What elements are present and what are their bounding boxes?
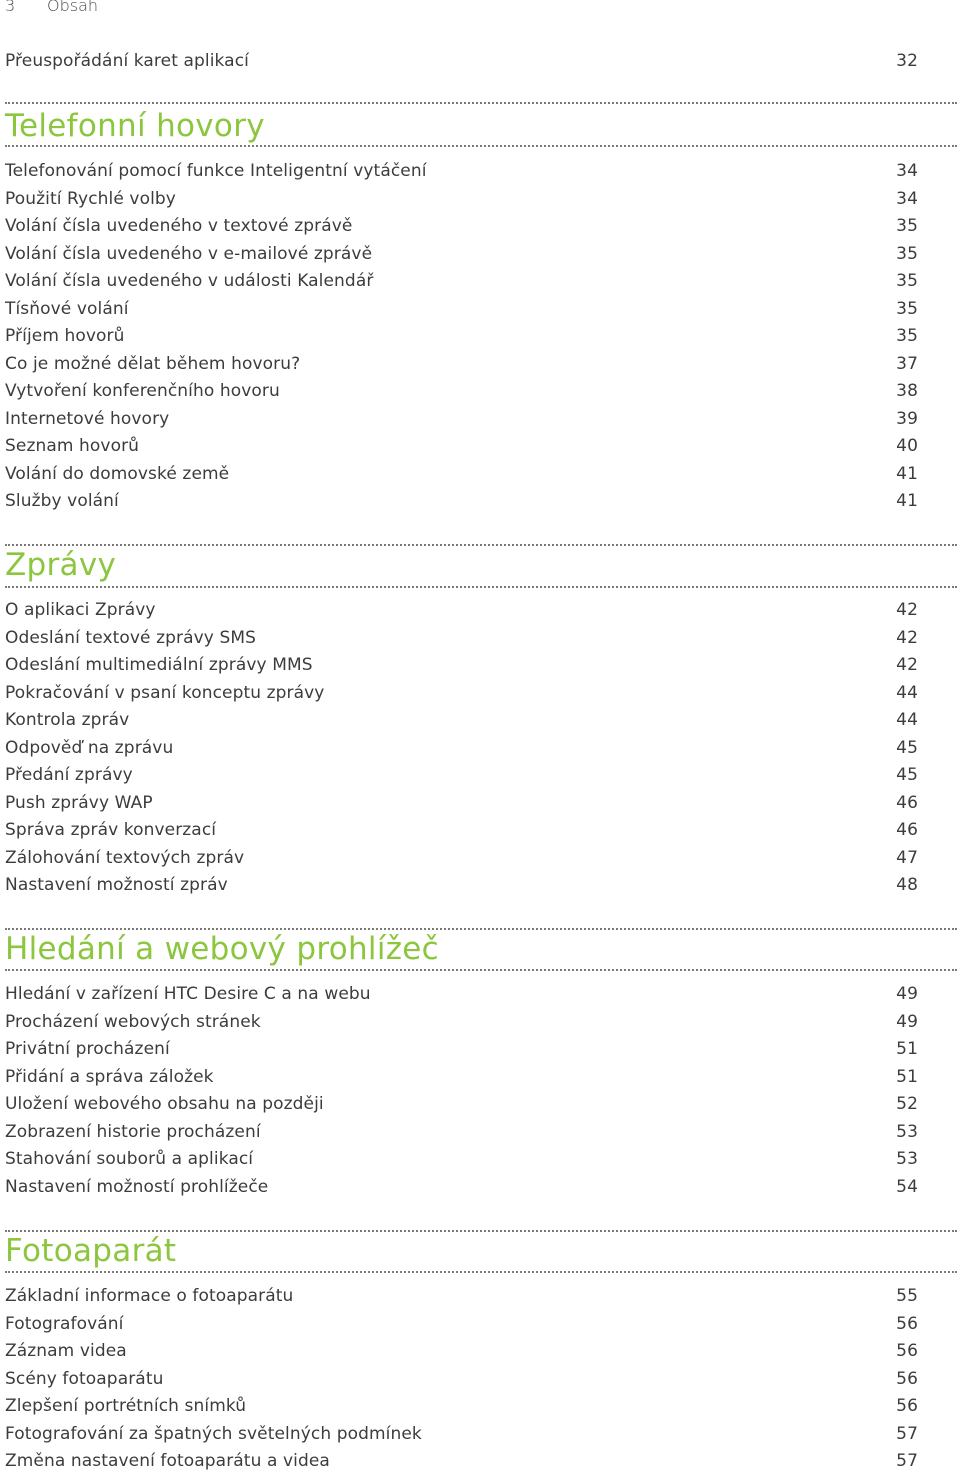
toc-entry[interactable]	[5, 1010, 918, 1034]
toc-entry-page: 49	[896, 1011, 918, 1032]
toc-entry-page: 51	[896, 1039, 918, 1059]
toc-entry[interactable]	[5, 598, 918, 622]
toc-entry[interactable]	[5, 1422, 918, 1446]
toc-entry-page: 56	[896, 1396, 918, 1416]
toc-entry-label: Zobrazení historie procházení	[5, 1121, 261, 1142]
toc-entry[interactable]	[5, 1449, 918, 1473]
section-title: Hledání a webový prohlížeč	[5, 931, 440, 967]
toc-entry-label: Nastavení možností prohlížeče	[5, 1176, 269, 1197]
dotted-separator	[5, 969, 957, 971]
toc-entry-label: Scény fotoaparátu	[5, 1368, 164, 1389]
dotted-separator	[5, 544, 957, 546]
toc-entry[interactable]	[5, 297, 918, 321]
toc-entry-label: Nastavení možností zpráv	[5, 875, 228, 895]
toc-entry-page: 51	[896, 1066, 918, 1087]
toc-entry-page: 42	[896, 627, 918, 648]
toc-entry[interactable]	[5, 1284, 918, 1308]
toc-entry-page: 44	[896, 710, 918, 730]
toc-entry-label: Pokračování v psaní konceptu zprávy	[5, 682, 325, 703]
toc-entry-page: 41	[896, 463, 918, 484]
section-title: Fotoaparát	[5, 1233, 177, 1269]
toc-entry[interactable]	[5, 242, 918, 266]
toc-entry[interactable]	[5, 626, 918, 650]
toc-entry-label: Odeslání multimediální zprávy MMS	[5, 655, 313, 675]
toc-entry-page: 45	[896, 737, 918, 758]
toc-entry-label: Push zprávy WAP	[5, 792, 153, 813]
toc-entry-label: Volání do domovské země	[5, 463, 230, 484]
toc-entry-top[interactable]	[5, 49, 918, 73]
toc-entry-page: 42	[896, 600, 918, 620]
toc-entry-page: 54	[896, 1176, 918, 1197]
toc-entry[interactable]	[5, 1175, 918, 1199]
toc-entry-label: Tísňové volání	[5, 298, 129, 319]
toc-entry-page: 45	[896, 765, 918, 785]
toc-entry[interactable]	[5, 214, 918, 238]
toc-entry-label: Procházení webových stránek	[5, 1011, 261, 1032]
toc-entry[interactable]	[5, 1367, 918, 1391]
toc-entry[interactable]	[5, 187, 918, 211]
page-number: 3	[5, 0, 16, 15]
toc-entry-page: 44	[896, 682, 918, 703]
toc-entry[interactable]	[5, 269, 918, 293]
toc-entry[interactable]	[5, 434, 918, 458]
toc-entry-label: Služby volání	[5, 491, 119, 511]
toc-entry[interactable]	[5, 1312, 918, 1336]
toc-entry-page: 40	[896, 436, 918, 456]
toc-entry[interactable]	[5, 1065, 918, 1089]
toc-entry-label: Příjem hovorů	[5, 326, 125, 346]
toc-entry-label: Hledání v zařízení HTC Desire C a na webu	[5, 984, 371, 1004]
toc-entry-label: Změna nastavení fotoaparátu a videa	[5, 1451, 330, 1471]
toc-entry-page: 35	[896, 271, 918, 291]
toc-entry[interactable]	[5, 736, 918, 760]
toc-entry-page: 48	[896, 875, 918, 895]
toc-entry-label: Záznam videa	[5, 1341, 127, 1361]
toc-entry[interactable]	[5, 982, 918, 1006]
toc-entry-label: Co je možné dělat během hovoru?	[5, 353, 301, 374]
toc-entry-page: 42	[896, 655, 918, 675]
toc-entry-label: Fotografování za špatných světelných podmínek	[5, 1423, 422, 1444]
toc-entry-label: Správa zpráv konverzací	[5, 820, 217, 840]
toc-entry[interactable]	[5, 763, 918, 787]
toc-entry-page: 35	[896, 243, 918, 264]
toc-entry-label: Volání čísla uvedeného v e-mailové zprávě	[5, 243, 373, 264]
dotted-separator	[5, 145, 957, 147]
toc-entry-label: Seznam hovorů	[5, 436, 140, 456]
toc-entry[interactable]	[5, 681, 918, 705]
toc-entry-label: Předání zprávy	[5, 765, 133, 785]
toc-entry-label: Odpověď na zprávu	[5, 737, 174, 758]
toc-entry-page: 52	[896, 1094, 918, 1114]
toc-entry-page: 56	[896, 1341, 918, 1361]
toc-entry-page: 35	[896, 298, 918, 319]
toc-entry-label: Volání čísla uvedeného v události Kalendář	[5, 271, 374, 291]
toc-entry-page: 46	[896, 820, 918, 840]
dotted-separator	[5, 1271, 957, 1273]
toc-entry[interactable]	[5, 462, 918, 486]
toc-entry-label: Kontrola zpráv	[5, 710, 130, 730]
toc-entry-label: O aplikaci Zprávy	[5, 600, 156, 620]
toc-entry-page: 34	[896, 188, 918, 209]
toc-entry-label: Zlepšení portrétních snímků	[5, 1396, 247, 1416]
toc-entry-label: Privátní procházení	[5, 1039, 170, 1059]
section-title: Zprávy	[5, 547, 117, 583]
toc-entry-label: Fotografování	[5, 1313, 124, 1334]
toc-entry-page: 56	[896, 1313, 918, 1334]
toc-entry-page: 47	[896, 847, 918, 868]
toc-entry-label: Přidání a správa záložek	[5, 1066, 214, 1087]
toc-entry-page: 55	[896, 1286, 918, 1306]
toc-entry-page: 37	[896, 353, 918, 374]
toc-entry[interactable]	[5, 846, 918, 870]
toc-entry-page: 56	[896, 1368, 918, 1389]
dotted-separator	[5, 586, 957, 588]
toc-entry-label: Internetové hovory	[5, 408, 170, 429]
toc-entry-label: Stahování souborů a aplikací	[5, 1149, 254, 1169]
toc-entry-page: 53	[896, 1121, 918, 1142]
toc-entry[interactable]	[5, 1037, 918, 1061]
dotted-separator	[5, 102, 957, 104]
toc-entry-label: Přeuspořádání karet aplikací	[5, 51, 249, 71]
toc-entry[interactable]	[5, 1339, 918, 1363]
toc-entry[interactable]	[5, 818, 918, 842]
toc-entry-page: 53	[896, 1149, 918, 1169]
toc-entry-page: 38	[896, 381, 918, 401]
toc-entry[interactable]	[5, 489, 918, 513]
toc-entry-label: Odeslání textové zprávy SMS	[5, 627, 257, 648]
toc-entry-label: Použití Rychlé volby	[5, 188, 176, 209]
toc-entry[interactable]	[5, 379, 918, 403]
toc-entry[interactable]	[5, 1092, 918, 1116]
toc-entry-page: 32	[896, 51, 918, 71]
toc-entry[interactable]	[5, 159, 918, 183]
toc-entry-page: 34	[896, 161, 918, 181]
toc-entry[interactable]	[5, 1147, 918, 1171]
toc-entry-page: 35	[896, 326, 918, 346]
section-title: Telefonní hovory	[5, 108, 265, 144]
toc-entry-label: Uložení webového obsahu na později	[5, 1094, 324, 1114]
toc-entry[interactable]	[5, 324, 918, 348]
toc-entry-page: 41	[896, 491, 918, 511]
toc-entry-page: 57	[896, 1451, 918, 1471]
toc-entry[interactable]	[5, 873, 918, 897]
toc-entry-page: 39	[896, 408, 918, 429]
toc-entry-page: 57	[896, 1423, 918, 1444]
toc-entry-page: 35	[896, 216, 918, 236]
toc-entry-page: 49	[896, 984, 918, 1004]
toc-entry[interactable]	[5, 653, 918, 677]
toc-entry-label: Zálohování textových zpráv	[5, 847, 245, 868]
toc-entry-page: 46	[896, 792, 918, 813]
toc-entry[interactable]	[5, 1120, 918, 1144]
toc-entry[interactable]	[5, 407, 918, 431]
toc-entry[interactable]	[5, 352, 918, 376]
toc-entry-label: Telefonování pomocí funkce Inteligentní vytáčení	[5, 161, 427, 181]
toc-entry[interactable]	[5, 708, 918, 732]
toc-entry-label: Volání čísla uvedeného v textové zprávě	[5, 216, 353, 236]
toc-entry-label: Základní informace o fotoaparátu	[5, 1286, 294, 1306]
header-title: Obsah	[47, 0, 99, 15]
toc-entry[interactable]	[5, 791, 918, 815]
toc-entry-label: Vytvoření konferenčního hovoru	[5, 381, 280, 401]
toc-entry[interactable]	[5, 1394, 918, 1418]
